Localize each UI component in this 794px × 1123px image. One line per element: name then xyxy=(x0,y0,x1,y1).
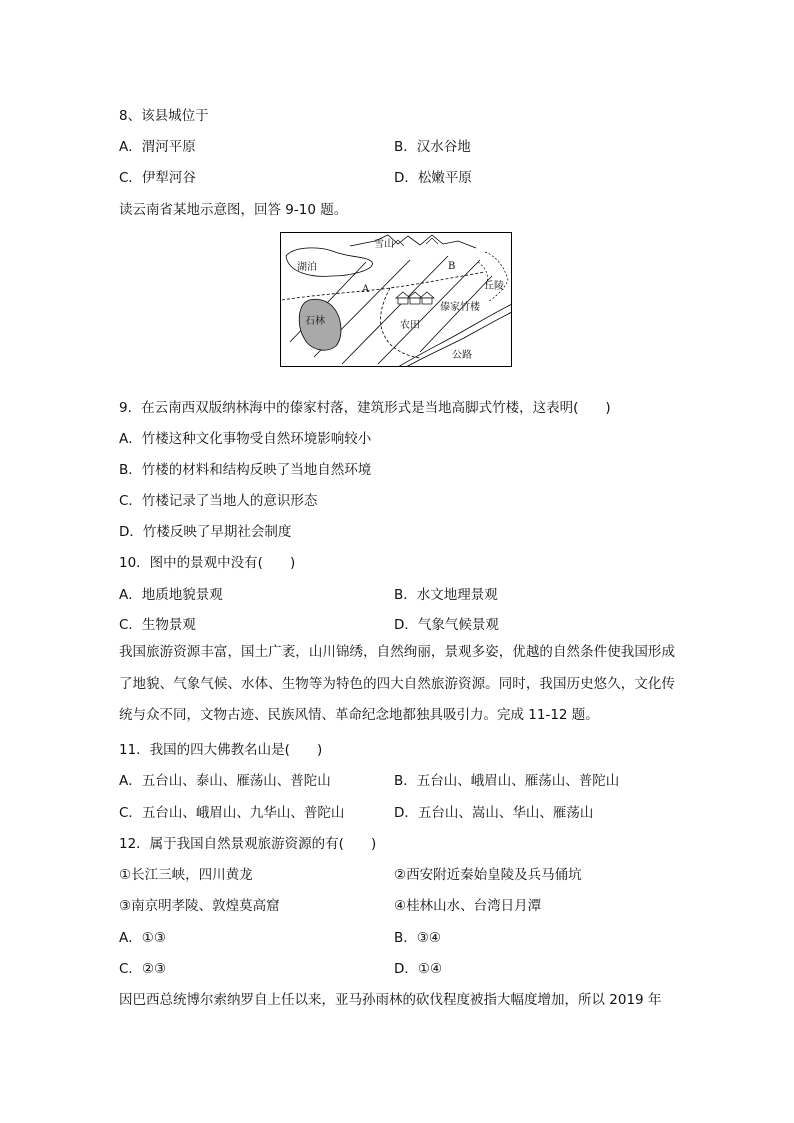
yunnan-sketch-map xyxy=(280,232,512,367)
intro-11-12: 我国旅游资源丰富，国土广袤，山川锦绣，自然绚丽，景观多姿，优越的自然条件使我国形成了地貌、气象气候、水体、生物等为特色的四大自然旅游资源。同时，我国历史悠久，文化传统与众不同，文物古迹、民族风情、革命纪念地都独具吸引力。完成 11-12 题。 xyxy=(119,644,675,723)
q12-item-1: ①长江三峡，四川黄龙 xyxy=(119,867,253,883)
q12-option-d: D．①④ xyxy=(394,961,443,977)
q10-stem: 10．图中的景观中没有( ) xyxy=(119,555,296,571)
intro-9-10: 读云南省某地示意图，回答 9-10 题。 xyxy=(119,202,348,218)
q10-option-a: A．地质地貌景观 xyxy=(119,587,223,603)
q8-stem: 8、该县城位于 xyxy=(119,108,209,124)
q10-option-b: B．水文地理景观 xyxy=(394,587,498,603)
q11-option-d: D．五台山、嵩山、华山、雁荡山 xyxy=(394,805,594,821)
q9-option-d: D．竹楼反映了早期社会制度 xyxy=(119,524,292,540)
q12-item-4: ④桂林山水、台湾日月潭 xyxy=(394,898,542,914)
q8-option-a: A．渭河平原 xyxy=(119,139,196,155)
label-lake: 湖泊 xyxy=(297,262,317,273)
q9-option-a: A．竹楼这种文化事物受自然环境影响较小 xyxy=(119,431,372,447)
tail-paragraph: 因巴西总统博尔索纳罗自上任以来，亚马孙雨林的砍伐程度被指大幅度增加，所以 2019 年 xyxy=(119,992,662,1008)
q11-option-a: A．五台山、泰山、雁荡山、普陀山 xyxy=(119,773,331,789)
q8-option-c: C．伊犁河谷 xyxy=(119,170,196,186)
q8-option-d: D．松嫩平原 xyxy=(394,170,472,186)
q12-item-3: ③南京明孝陵、敦煌莫高窟 xyxy=(119,898,280,914)
q8-option-b: B．汉水谷地 xyxy=(394,139,471,155)
label-dai-bamboo-house: 傣家竹楼 xyxy=(440,302,480,313)
label-hills: 丘陵 xyxy=(484,281,504,292)
label-point-b: B xyxy=(448,261,456,272)
label-point-a: A xyxy=(362,284,370,295)
q10-option-d: D．气象气候景观 xyxy=(394,617,499,633)
q12-option-b: B．③④ xyxy=(394,930,441,946)
label-stone-forest: 石林 xyxy=(305,316,325,327)
q10-option-c: C．生物景观 xyxy=(119,617,196,633)
q9-option-b: B．竹楼的材料和结构反映了当地自然环境 xyxy=(119,462,372,478)
label-farmland: 农田 xyxy=(400,320,420,331)
q9-option-c: C．竹楼记录了当地人的意识形态 xyxy=(119,493,318,509)
q11-stem: 11．我国的四大佛教名山是( ) xyxy=(119,742,323,758)
q12-stem: 12．属于我国自然景观旅游资源的有( ) xyxy=(119,836,377,852)
q12-option-c: C．②③ xyxy=(119,961,167,977)
q11-option-c: C．五台山、峨眉山、九华山、普陀山 xyxy=(119,805,345,821)
q12-option-a: A．①③ xyxy=(119,930,166,946)
q11-option-b: B．五台山、峨眉山、雁荡山、普陀山 xyxy=(394,773,620,789)
bamboo-house-icons xyxy=(396,292,434,304)
q12-item-2: ②西安附近秦始皇陵及兵马俑坑 xyxy=(394,867,582,883)
q9-stem: 9．在云南西双版纳林海中的傣家村落，建筑形式是当地高脚式竹楼，这表明( ) xyxy=(119,400,611,416)
label-road: 公路 xyxy=(452,350,472,361)
label-snow-mountain: 雪山 xyxy=(374,239,394,250)
